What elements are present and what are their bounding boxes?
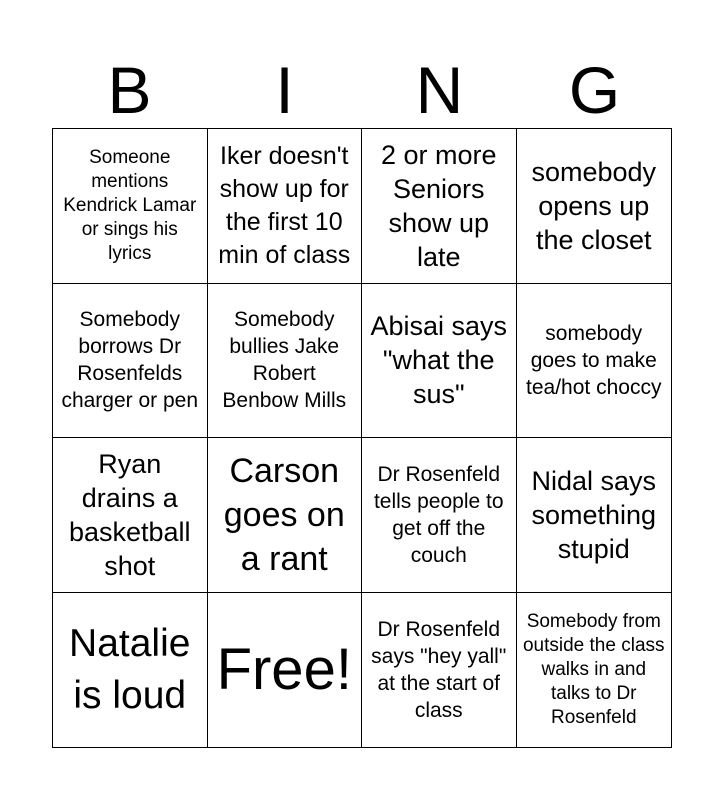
- bingo-cell[interactable]: [517, 129, 672, 284]
- cell-text: Dr Rosenfeld says "hey yall" at the start of class: [371, 617, 507, 722]
- header-letter-g: G: [568, 53, 621, 127]
- cell-text: Dr Rosenfeld tells people to get off the couch: [373, 462, 504, 567]
- cell-text: Somebody bullies Jake Robert Benbow Mills: [222, 308, 347, 413]
- header-letter-n: N: [415, 53, 464, 127]
- cell-text: Ryan drains a basketball shot: [68, 448, 191, 581]
- free-space-cell[interactable]: [208, 593, 363, 748]
- bingo-cell[interactable]: [53, 284, 208, 439]
- bingo-cell[interactable]: [208, 284, 363, 439]
- bingo-cell[interactable]: [362, 593, 517, 748]
- bingo-cell[interactable]: [362, 438, 517, 593]
- header-letter-b: B: [107, 53, 152, 127]
- cell-text: 2 or more Seniors show up late: [380, 139, 497, 272]
- bingo-cell[interactable]: [517, 438, 672, 593]
- bingo-cell[interactable]: [362, 284, 517, 439]
- cell-text: Nidal says something stupid: [531, 465, 657, 564]
- cell-text: somebody opens up the closet: [531, 156, 657, 255]
- header-letter-i: I: [275, 53, 294, 127]
- cell-text: Abisai says "what the sus": [370, 311, 508, 410]
- bingo-cell[interactable]: [208, 129, 363, 284]
- bingo-cell[interactable]: [517, 284, 672, 439]
- bingo-board: [52, 128, 672, 748]
- cell-text: Someone mentions Kendrick Lamar or sings his lyrics: [63, 146, 197, 264]
- cell-text: Natalie is loud: [69, 621, 191, 717]
- bingo-cell[interactable]: [208, 438, 363, 593]
- bingo-cell[interactable]: [53, 593, 208, 748]
- bingo-cell[interactable]: [362, 129, 517, 284]
- cell-text: Somebody from outside the class walks in and talks to Dr Rosenfeld: [522, 610, 665, 728]
- bingo-cell[interactable]: [53, 438, 208, 593]
- bingo-cell[interactable]: [53, 129, 208, 284]
- bingo-header: [52, 50, 672, 128]
- cell-text: Somebody borrows Dr Rosenfelds charger or pen: [61, 308, 199, 413]
- cell-text: Carson goes on a rant: [223, 451, 345, 578]
- bingo-cell[interactable]: [517, 593, 672, 748]
- cell-text: somebody goes to make tea/hot choccy: [526, 321, 662, 399]
- cell-text: Iker doesn't show up for the first 10 min of class: [218, 141, 351, 269]
- free-space-text: Free!: [216, 636, 352, 702]
